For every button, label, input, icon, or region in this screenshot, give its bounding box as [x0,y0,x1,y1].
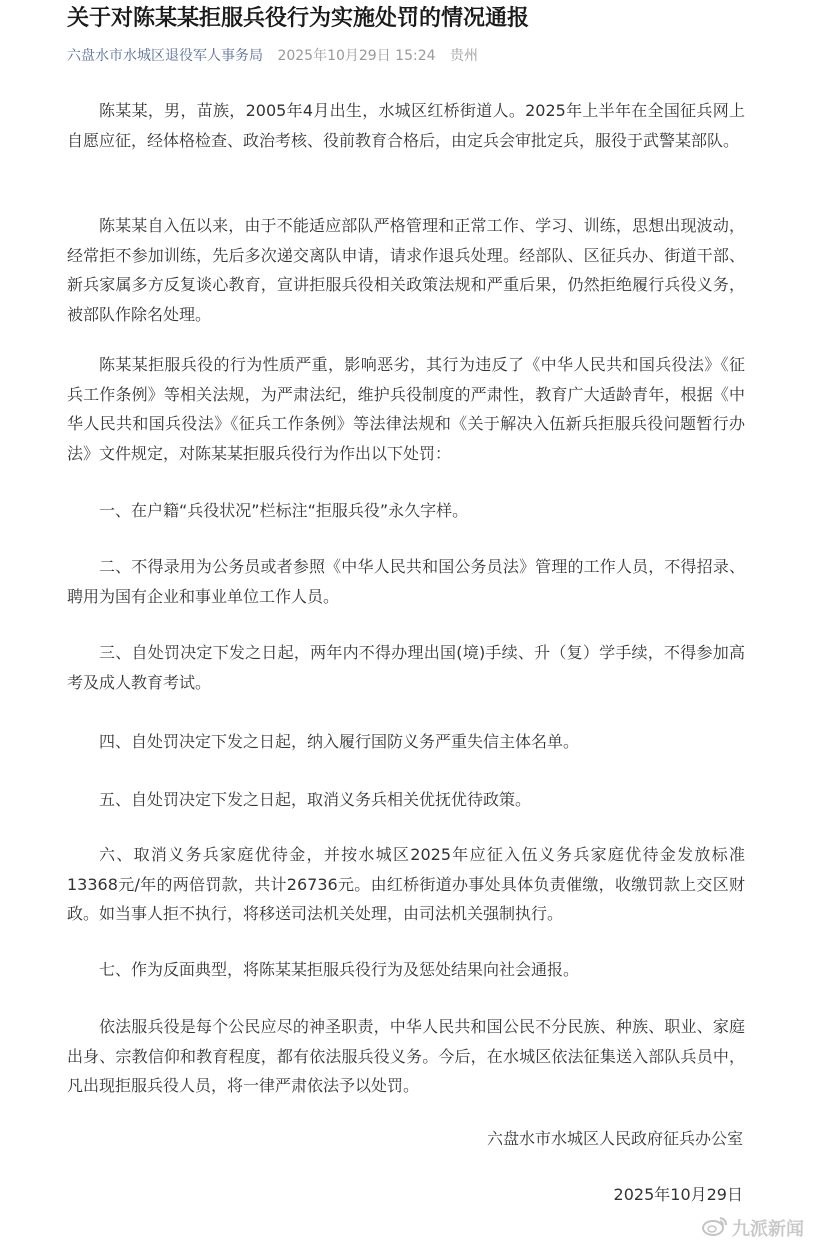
penalty-2: 二、不得录用为公务员或者参照《中华人民共和国公务员法》管理的工作人员，不得招录、聘用为国有企业和事业单位工作人员。 [67,557,745,606]
publish-location: 贵州 [449,48,478,64]
weibo-icon [702,1216,732,1243]
closing-paragraph: 依法服兵役是每个公民应尽的神圣职责，中华人民共和国公民不分民族、种族、职业、家庭出身、宗教信仰和教育程度，都有依法服兵役义务。今后，在水城区依法征集送入部队兵员中，凡出现拒服兵役人员，将一律严肃依法予以处罚。 [67,1017,745,1095]
watermark [702,1216,804,1243]
penalty-6: 六、取消义务兵家庭优待金，并按水城区2025年应征入伍义务兵家庭优待金发放标准13368元/年的两倍罚款，共计26736元。由红桥街道办事处具体负责催缴，收缴罚款上交区财政。如当事人拒不执行，将移送司法机关处理，由司法机关强制执行。 [67,845,745,923]
paragraph-1: 陈某某，男，苗族，2005年4月出生，水城区红桥街道人。2025年上半年在全国征兵网上自愿应征，经体格检查、政治考核、役前教育合格后，由定兵会审批定兵，服役于武警某部队。 [67,101,745,150]
signature-org: 六盘水市水城区人民政府征兵办公室 [486,1129,743,1148]
source-account-link[interactable]: 六盘水市水城区退役军人事务局 [67,48,263,64]
paragraph-2: 陈某某自入伍以来，由于不能适应部队严格管理和正常工作、学习、训练，思想出现波动，经常拒不参加训练，先后多次递交离队申请，请求作退兵处理。经部队、区征兵办、街道干部、新兵家属多方反复谈心教育，宣讲拒服兵役相关政策法规和严重后果，仍然拒绝履行兵役义务，被部队作除名处理。 [67,216,745,324]
paragraph-3: 陈某某拒服兵役的行为性质严重，影响恶劣，其行为违反了《中华人民共和国兵役法》《征兵工作条例》等相关法规，为严肃法纪，维护兵役制度的严肃性，教育广大适龄青年，根据《中华人民共和国兵役法》《征兵工作条例》等法律法规和《关于解决入伍新兵拒服兵役问题暂行办法》文件规定，对陈某某拒服兵役行为作出以下处罚： [67,355,745,463]
article-title: 关于对陈某某拒服兵役行为实施处罚的情况通报 [67,6,530,31]
watermark-text: 九派新闻 [732,1218,804,1240]
article-meta [67,45,478,67]
penalty-3: 三、自处罚决定下发之日起，两年内不得办理出国(境)手续、升（复）学手续，不得参加高考及成人教育考试。 [67,643,745,692]
penalty-5: 五、自处罚决定下发之日起，取消义务兵相关优抚优待政策。 [99,790,532,809]
publish-date: 2025年10月29日 15:24 [277,48,436,64]
signature-date: 2025年10月29日 [613,1185,743,1204]
penalty-4: 四、自处罚决定下发之日起，纳入履行国防义务严重失信主体名单。 [99,732,580,751]
penalty-1: 一、在户籍“兵役状况”栏标注“拒服兵役”永久字样。 [99,501,469,520]
penalty-7: 七、作为反面典型，将陈某某拒服兵役行为及惩处结果向社会通报。 [99,960,580,979]
